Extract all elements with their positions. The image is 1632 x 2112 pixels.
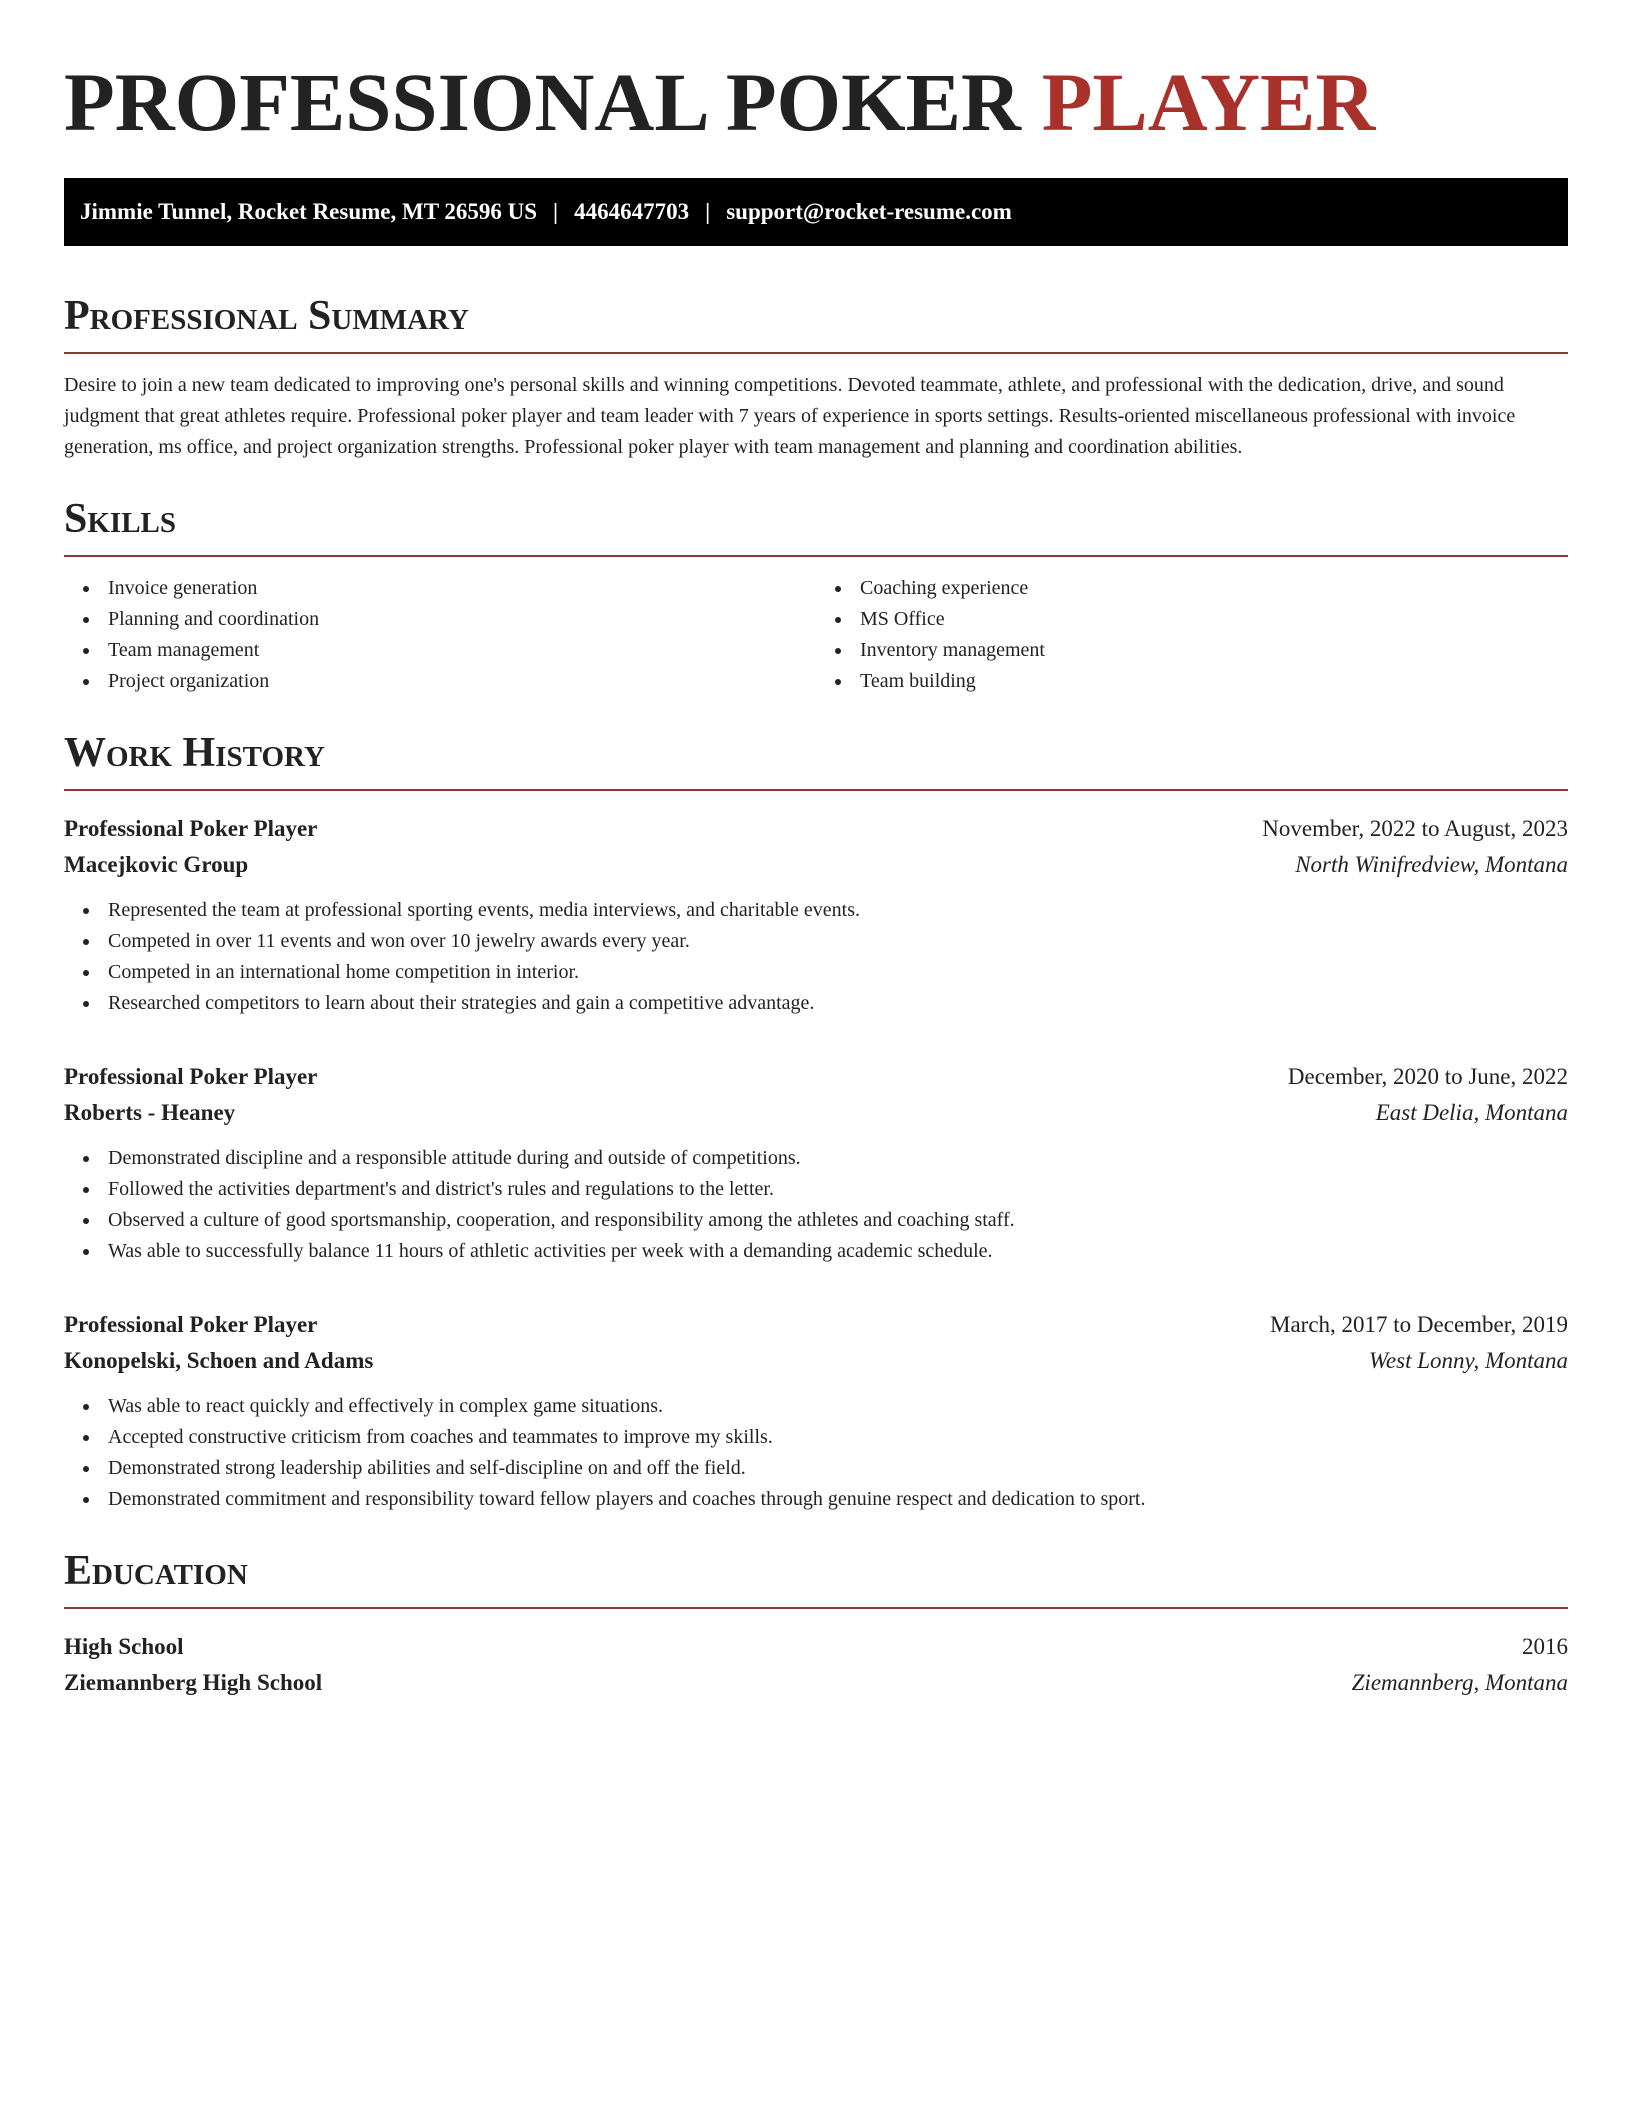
- contact-phone: 4464647703: [574, 199, 690, 224]
- job-bullet: Was able to react quickly and effectively in complex game situations.: [108, 1391, 1568, 1422]
- contact-separator: |: [705, 199, 711, 224]
- job-header-row: [64, 811, 1568, 847]
- contact-separator: |: [553, 199, 559, 224]
- summary-text: Desire to join a new team dedicated to improving one's personal skills and winning competitions. Devoted teammate, athlete, and professional with the dedication, drive, and sound judgment that great athletes require. Professional poker player and team leader with 7 years of experience in sports settings. Results-oriented miscellaneous professional with invoice generation, ms office, and project organization strengths. Professional poker player with team management and planning and coordination abilities.: [64, 374, 1516, 458]
- job-title: Professional Poker Player: [64, 1312, 318, 1337]
- job-bullet: Was able to successfully balance 11 hours of athletic activities per week with a demanding academic schedule.: [108, 1236, 1568, 1267]
- skills-list: [64, 573, 1568, 697]
- work-history-heading: Work History: [64, 727, 1568, 791]
- job-bullet: Demonstrated discipline and a responsible attitude during and outside of competitions.: [108, 1143, 1568, 1174]
- job-title: Professional Poker Player: [64, 816, 318, 841]
- job-location: East Delia, Montana: [1375, 1100, 1568, 1125]
- job-bullet: Demonstrated commitment and responsibility toward fellow players and coaches through genuine respect and dedication to sport.: [108, 1484, 1568, 1515]
- job-entry: [64, 1307, 1568, 1515]
- skill-item: Team building: [860, 666, 1568, 697]
- education-section: [64, 1545, 1568, 1701]
- skills-section: [64, 493, 1568, 697]
- job-dates: March, 2017 to December, 2019: [1270, 1312, 1568, 1337]
- title-accent: PLAYER: [1041, 56, 1376, 148]
- skills-column-left: [64, 573, 816, 697]
- job-dates: December, 2020 to June, 2022: [1287, 1064, 1568, 1089]
- contact-bar: [64, 178, 1568, 246]
- job-company: Macejkovic Group: [64, 852, 249, 877]
- skill-item: Planning and coordination: [108, 604, 816, 635]
- job-header-row: [64, 1059, 1568, 1095]
- job-bullet: Represented the team at professional sporting events, media interviews, and charitable events.: [108, 895, 1568, 926]
- job-location: West Lonny, Montana: [1368, 1348, 1568, 1373]
- job-company-row: [64, 1343, 1568, 1379]
- title-main: PROFESSIONAL POKER: [64, 56, 1042, 148]
- skill-item: Invoice generation: [108, 573, 816, 604]
- job-bullet: Accepted constructive criticism from coaches and teammates to improve my skills.: [108, 1422, 1568, 1453]
- skill-item: MS Office: [860, 604, 1568, 635]
- job-bullet: Researched competitors to learn about their strategies and gain a competitive advantage.: [108, 988, 1568, 1019]
- job-bullet: Observed a culture of good sportsmanship, cooperation, and responsibility among the athletes and coaching staff.: [108, 1205, 1568, 1236]
- job-bullets: [64, 1391, 1568, 1515]
- job-bullets: [64, 1143, 1568, 1267]
- skills-heading: Skills: [64, 493, 1568, 557]
- job-bullet: Demonstrated strong leadership abilities and self-discipline on and off the field.: [108, 1453, 1568, 1484]
- skill-item: Coaching experience: [860, 573, 1568, 604]
- education-year: 2016: [1522, 1634, 1568, 1659]
- job-company-row: [64, 1095, 1568, 1131]
- skill-item: Inventory management: [860, 635, 1568, 666]
- job-header-row: [64, 1307, 1568, 1343]
- skill-item: Team management: [108, 635, 816, 666]
- summary-section: [64, 290, 1568, 463]
- resume-title: [64, 50, 1568, 154]
- education-location: Ziemannberg, Montana: [1351, 1670, 1568, 1695]
- job-bullet: Followed the activities department's and district's rules and regulations to the letter.: [108, 1174, 1568, 1205]
- job-bullet: Competed in over 11 events and won over 10 jewelry awards every year.: [108, 926, 1568, 957]
- skill-item: Project organization: [108, 666, 816, 697]
- education-entry: [64, 1629, 1568, 1701]
- contact-email: support@rocket-resume.com: [726, 199, 1012, 224]
- job-bullet: Competed in an international home competition in interior.: [108, 957, 1568, 988]
- job-bullets: [64, 895, 1568, 1019]
- job-location: North Winifredview, Montana: [1295, 852, 1568, 877]
- job-title: Professional Poker Player: [64, 1064, 318, 1089]
- contact-address: Jimmie Tunnel, Rocket Resume, MT 26596 US: [80, 199, 538, 224]
- skills-column-right: [816, 573, 1568, 697]
- work-history-section: [64, 727, 1568, 1515]
- education-degree: High School: [64, 1634, 184, 1659]
- job-dates: November, 2022 to August, 2023: [1262, 816, 1568, 841]
- education-heading: Education: [64, 1545, 1568, 1609]
- job-company: Roberts - Heaney: [64, 1100, 236, 1125]
- summary-heading: Professional Summary: [64, 290, 1568, 354]
- education-header-row: [64, 1629, 1568, 1665]
- job-company-row: [64, 847, 1568, 883]
- education-school-row: [64, 1665, 1568, 1701]
- job-entry: [64, 1059, 1568, 1267]
- job-entry: [64, 811, 1568, 1019]
- job-company: Konopelski, Schoen and Adams: [64, 1348, 374, 1373]
- education-school: Ziemannberg High School: [64, 1670, 323, 1695]
